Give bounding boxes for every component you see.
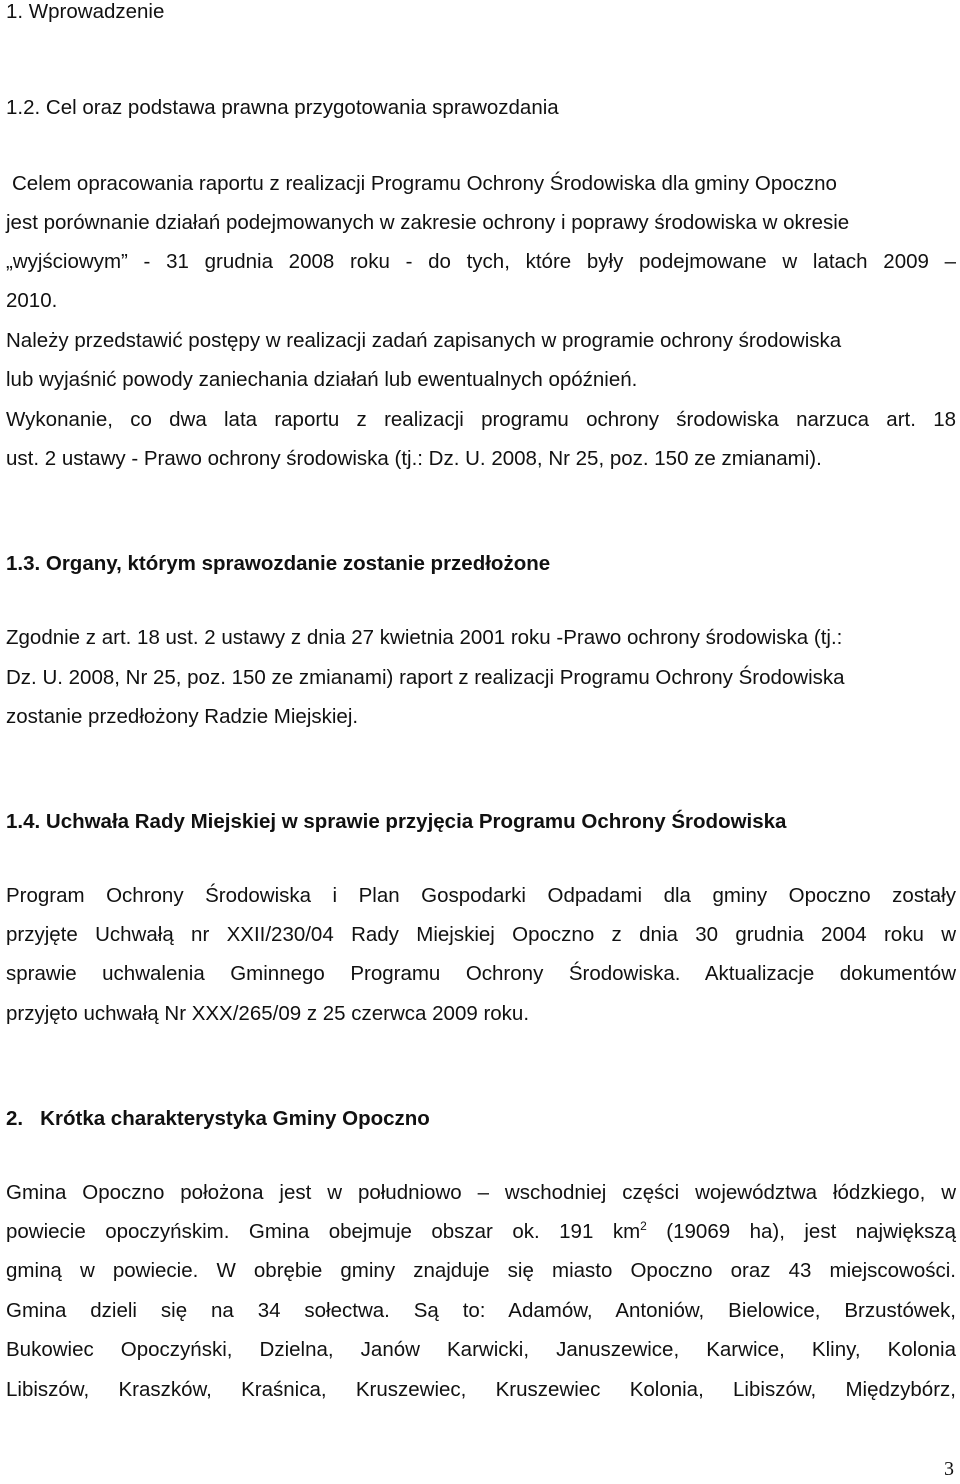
paragraph-line: sprawie uchwalenia Gminnego Programu Ochrony Środowiska. Aktualizacje dokumentów (6, 962, 956, 985)
section-heading-1-3: 1.3. Organy, którym sprawozdanie zostanie przedłożone (6, 552, 551, 575)
text-span: powiecie opoczyńskim. Gmina obejmuje obszar ok. 191 km (6, 1220, 641, 1243)
paragraph-line: „wyjściowym” - 31 grudnia 2008 roku - do tych, które były podejmowane w latach 2009 – (6, 250, 956, 273)
page-number: 3 (944, 1458, 954, 1480)
paragraph-line: Bukowiec Opoczyński, Dzielna, Janów Karwicki, Januszewice, Karwice, Kliny, Kolonia (6, 1338, 956, 1361)
paragraph-line: Celem opracowania raportu z realizacji Programu Ochrony Środowiska dla gminy Opoczno (12, 172, 837, 195)
text-span: (19069 ha), jest największą (646, 1220, 957, 1243)
section-heading-2: 2. Krótka charakterystyka Gminy Opoczno (6, 1107, 430, 1130)
paragraph-line: zostanie przedłożony Radzie Miejskiej. (6, 705, 359, 728)
section-heading-1-4: 1.4. Uchwała Rady Miejskiej w sprawie przyjęcia Programu Ochrony Środowiska (6, 810, 787, 833)
paragraph-line: Dz. U. 2008, Nr 25, poz. 150 ze zmianami) raport z realizacji Programu Ochrony Środowiska (6, 666, 845, 689)
paragraph-line: lub wyjaśnić powody zaniechania działań lub ewentualnych opóźnień. (6, 368, 638, 391)
paragraph-line: ust. 2 ustawy - Prawo ochrony środowiska (tj.: Dz. U. 2008, Nr 25, poz. 150 ze zmianami). (6, 447, 822, 470)
paragraph-line: Libiszów, Kraszków, Kraśnica, Kruszewiec, Kruszewiec Kolonia, Libiszów, Międzybórz, (6, 1378, 956, 1401)
paragraph-line: Gmina Opoczno położona jest w południowo – wschodniej części województwa łódzkiego, w (6, 1181, 956, 1204)
section-heading-1: 1. Wprowadzenie (6, 0, 165, 23)
superscript: 2 (640, 1219, 647, 1233)
paragraph-line: Program Ochrony Środowiska i Plan Gospodarki Odpadami dla gminy Opoczno zostały (6, 884, 956, 907)
paragraph-line: Zgodnie z art. 18 ust. 2 ustawy z dnia 27 kwietnia 2001 roku -Prawo ochrony środowiska (tj.: (6, 626, 843, 649)
paragraph-line: przyjęte Uchwałą nr XXII/230/04 Rady Miejskiej Opoczno z dnia 30 grudnia 2004 roku w (6, 923, 956, 946)
paragraph-line: Gmina dzieli się na 34 sołectwa. Są to: Adamów, Antoniów, Bielowice, Brzustówek, (6, 1299, 956, 1322)
section-heading-1-2: 1.2. Cel oraz podstawa prawna przygotowania sprawozdania (6, 96, 559, 119)
paragraph-line: jest porównanie działań podejmowanych w zakresie ochrony i poprawy środowiska w okresie (6, 211, 850, 234)
paragraph-line: Wykonanie, co dwa lata raportu z realizacji programu ochrony środowiska narzuca art. 18 (6, 408, 956, 431)
paragraph-line-with-superscript (6, 1220, 956, 1244)
paragraph-line: 2010. (6, 289, 58, 312)
paragraph-line: przyjęto uchwałą Nr XXX/265/09 z 25 czerwca 2009 roku. (6, 1002, 530, 1025)
paragraph-line: gminą w powiecie. W obrębie gminy znajduje się miasto Opoczno oraz 43 miejscowości. (6, 1259, 956, 1282)
paragraph-line: Należy przedstawić postępy w realizacji zadań zapisanych w programie ochrony środowiska (6, 329, 842, 352)
